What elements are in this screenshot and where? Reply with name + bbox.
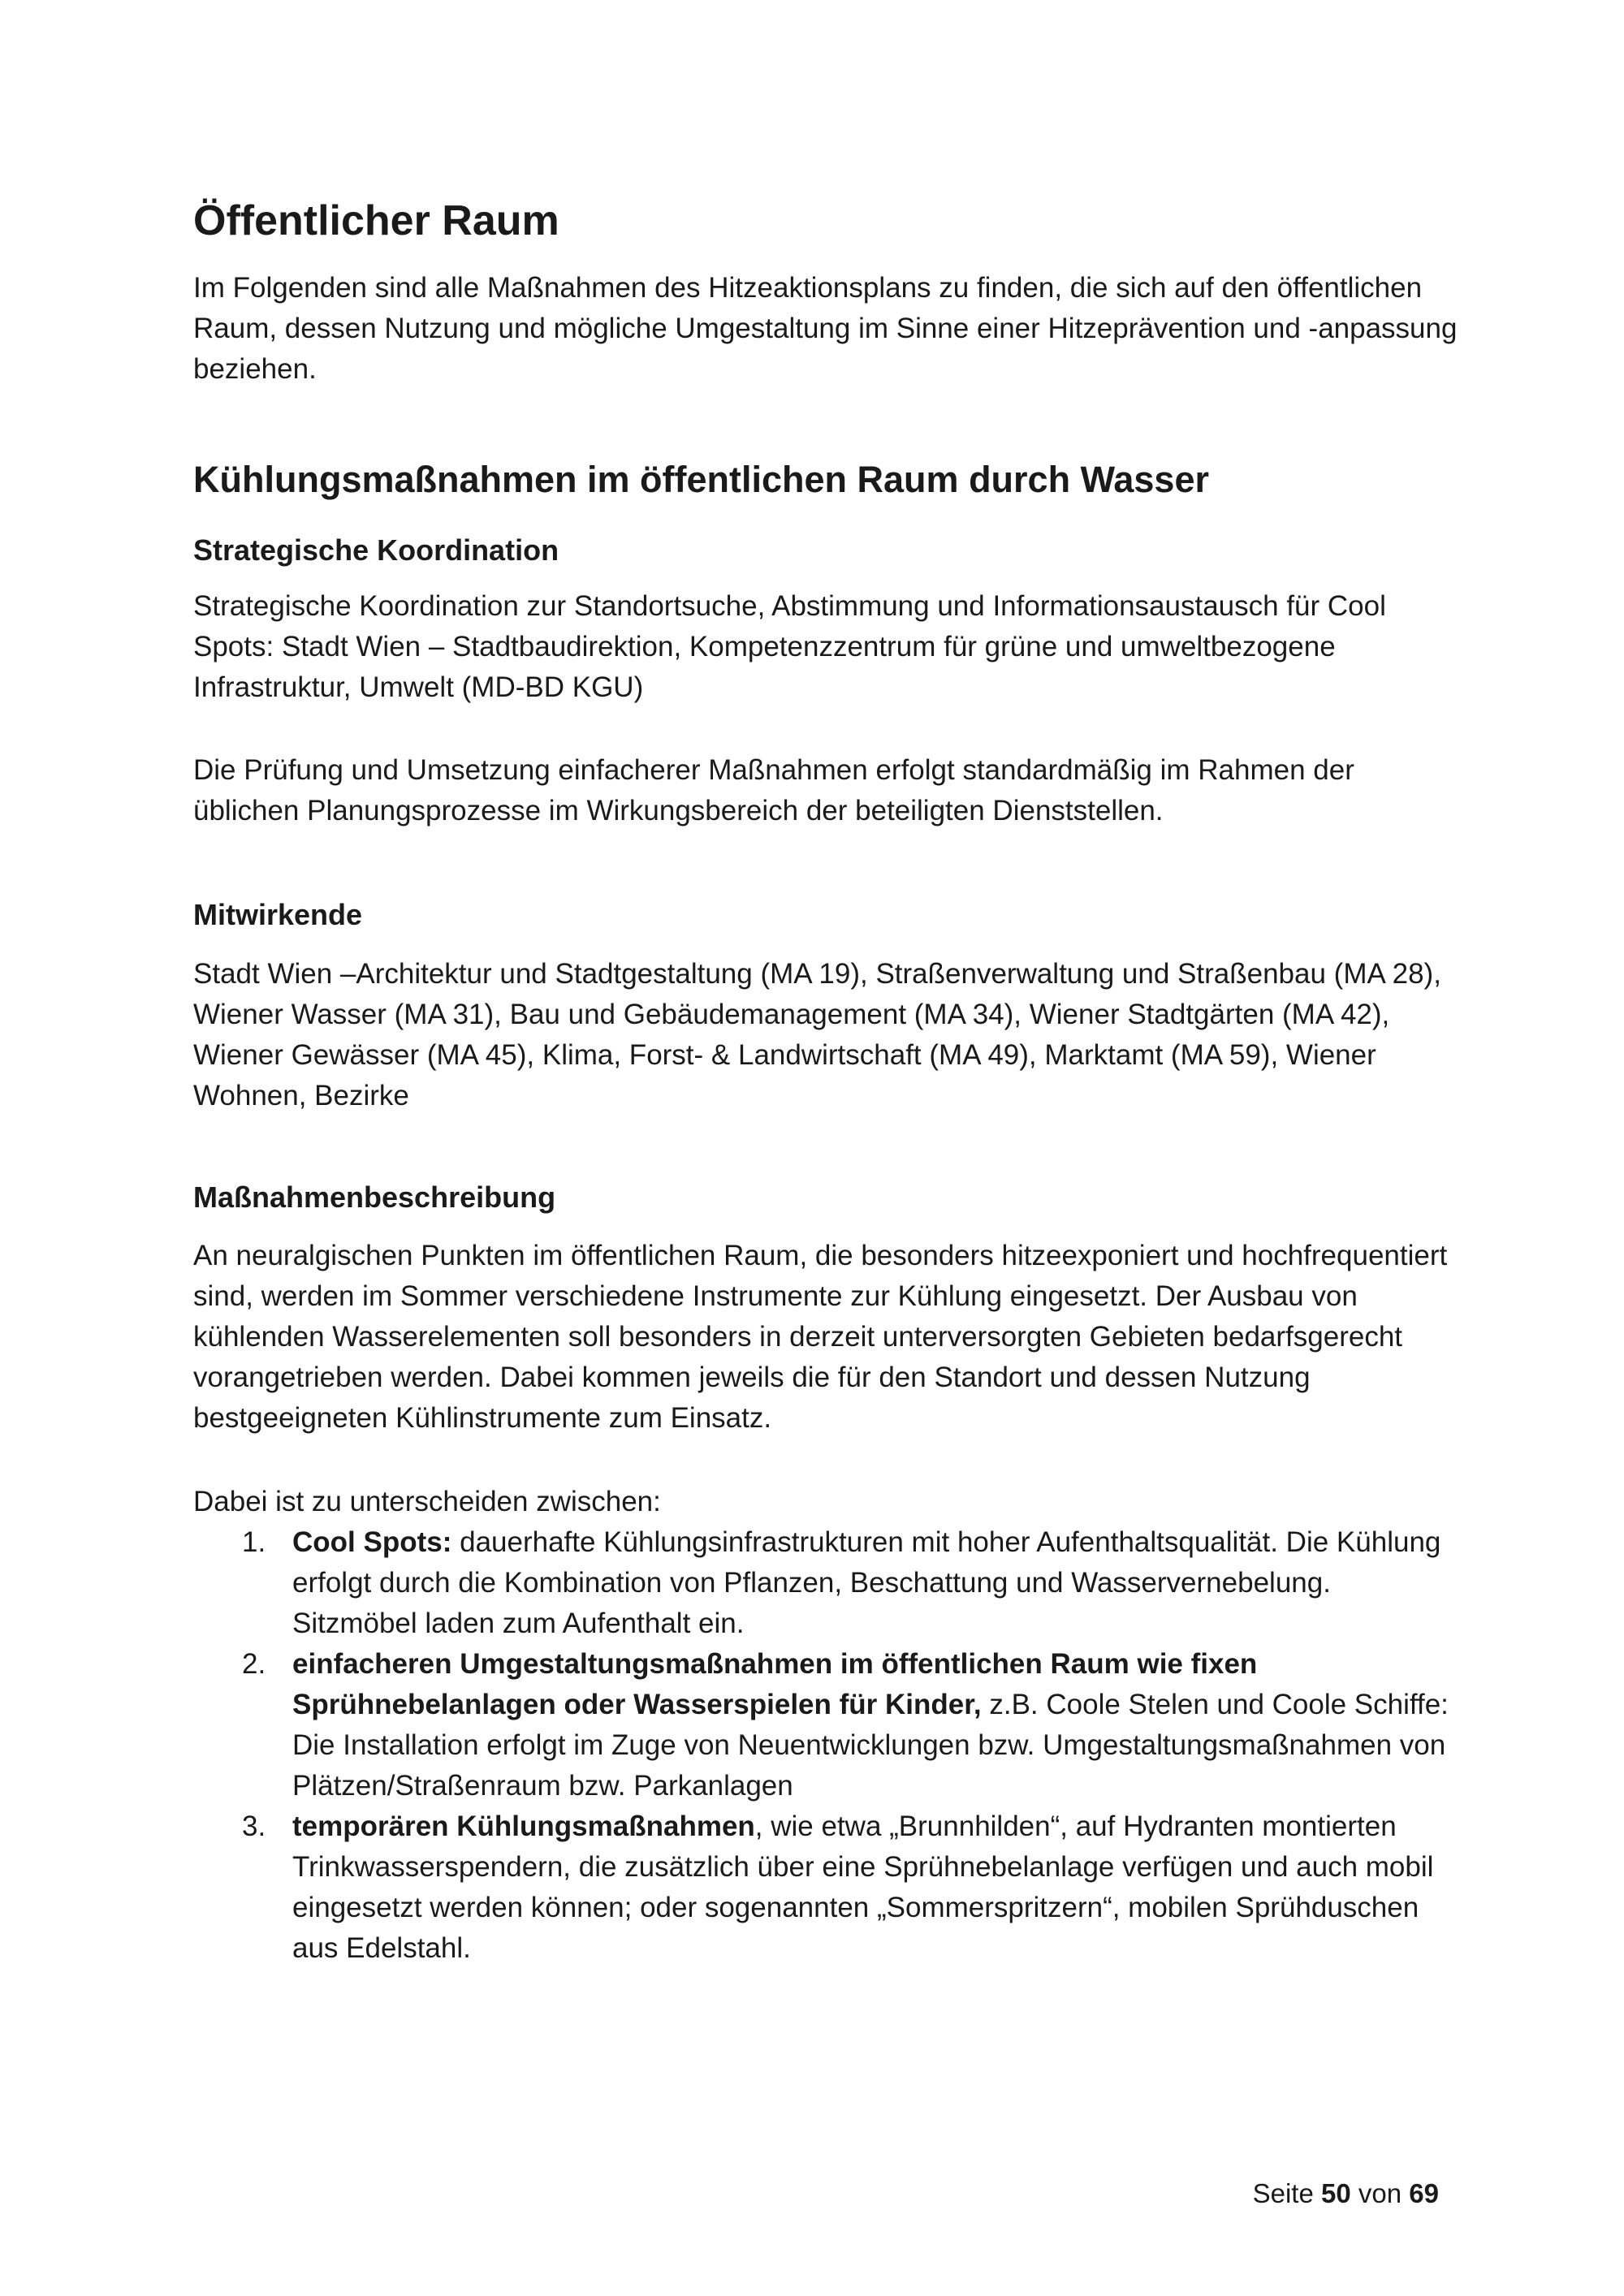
list-item-number: 3. [242,1810,266,1842]
list-item-bold: Cool Spots: [292,1526,452,1558]
current-page-number: 50 [1321,2178,1351,2208]
section-title: Kühlungsmaßnahmen im öffentlichen Raum durch Wasser [193,459,1209,500]
list-item-bold: einfacheren Umgestaltungsmaßnahmen im öffentlichen Raum wie fixen Sprühnebelanlagen oder Wasserspielen für Kinder, [292,1648,1258,1720]
intro-paragraph: Im Folgenden sind alle Maßnahmen des Hitzeaktionsplans zu finden, die sich auf den öffentlichen Raum, dessen Nutzung und mögliche Umgestaltung im Sinne einer Hitzeprävention und -anpassung beziehen. [193,272,1458,385]
measures-list [193,1522,1460,1969]
strategic-implementation-paragraph: Die Prüfung und Umsetzung einfacherer Maßnahmen erfolgt standardmäßig im Rahmen der üblichen Planungsprozesse im Wirkungsbereich der beteiligten Dienststellen. [193,754,1354,826]
list-intro: Dabei ist zu unterscheiden zwischen: [193,1486,661,1517]
list-item-number: 1. [242,1526,266,1558]
list-item-bold: temporären Kühlungsmaßnahmen [292,1810,755,1842]
list-item [193,1806,1460,1969]
list-item-text: dauerhafte Kühlungsinfrastrukturen mit hoher Aufenthaltsqualität. Die Kühlung erfolgt durch die Kombination von Pflanzen, Beschattung und Wasservernebelung. Sitzmöbel laden zum Aufenthalt ein. [292,1526,1441,1639]
list-item [193,1644,1460,1806]
page-footer [1253,2176,1439,2212]
participants-paragraph: Stadt Wien –Architektur und Stadtgestaltung (MA 19), Straßenverwaltung und Straßenbau (MA 28), Wiener Wasser (MA 31), Bau und Gebäudemanagement (MA 34), Wiener Stadtgärten (MA 42), Wiener Gewässer (MA 45), Klima, Forst- & Landwirtschaft (MA 49), Marktamt (MA 59), Wiener Wohnen, Bezirke [193,958,1441,1111]
list-item-number: 2. [242,1648,266,1680]
strategic-coordination-paragraph: Strategische Koordination zur Standortsuche, Abstimmung und Informationsaustausch für Cool Spots: Stadt Wien – Stadtbaudirektion, Kompetenzzentrum für grüne und umweltbezogene Infrastruktur, Umwelt (MD-BD KGU) [193,590,1386,703]
page-title: Öffentlicher Raum [193,197,559,244]
list-item [193,1522,1460,1644]
participants-heading: Mitwirkende [193,898,363,931]
total-page-number: 69 [1409,2178,1439,2208]
description-paragraph: An neuralgischen Punkten im öffentlichen Raum, die besonders hitzeexponiert und hochfrequentiert sind, werden im Sommer verschiedene Instrumente zur Kühlung eingesetzt. Der Ausbau von kühlenden Wasserelementen soll besonders in derzeit unterversorgten Gebieten bedarfsgerecht vorangetrieben werden. Dabei kommen jeweils die für den Standort und dessen Nutzung bestgeeigneten Kühlinstrumente zum Einsatz. [193,1240,1448,1434]
footer-prefix: Seite [1252,2178,1314,2208]
footer-middle: von [1358,2178,1402,2208]
list-item-text: , wie etwa „Brunnhilden“, auf Hydranten montierten Trinkwasserspendern, die zusätzlich über eine Sprühnebelanlage verfügen und auch mobil eingesetzt werden können; oder sogenannten „Sommerspritzern“, mobilen Sprühduschen aus Edelstahl. [292,1810,1434,1964]
list-item-text: z.B. Coole Stelen und Coole Schiffe: Die Installation erfolgt im Zuge von Neuentwicklungen bzw. Umgestaltungsmaßnahmen von Plätzen/Straßenraum bzw. Parkanlagen [292,1689,1449,1802]
strategic-coordination-heading: Strategische Koordination [193,533,559,567]
description-heading: Maßnahmenbeschreibung [193,1180,556,1214]
